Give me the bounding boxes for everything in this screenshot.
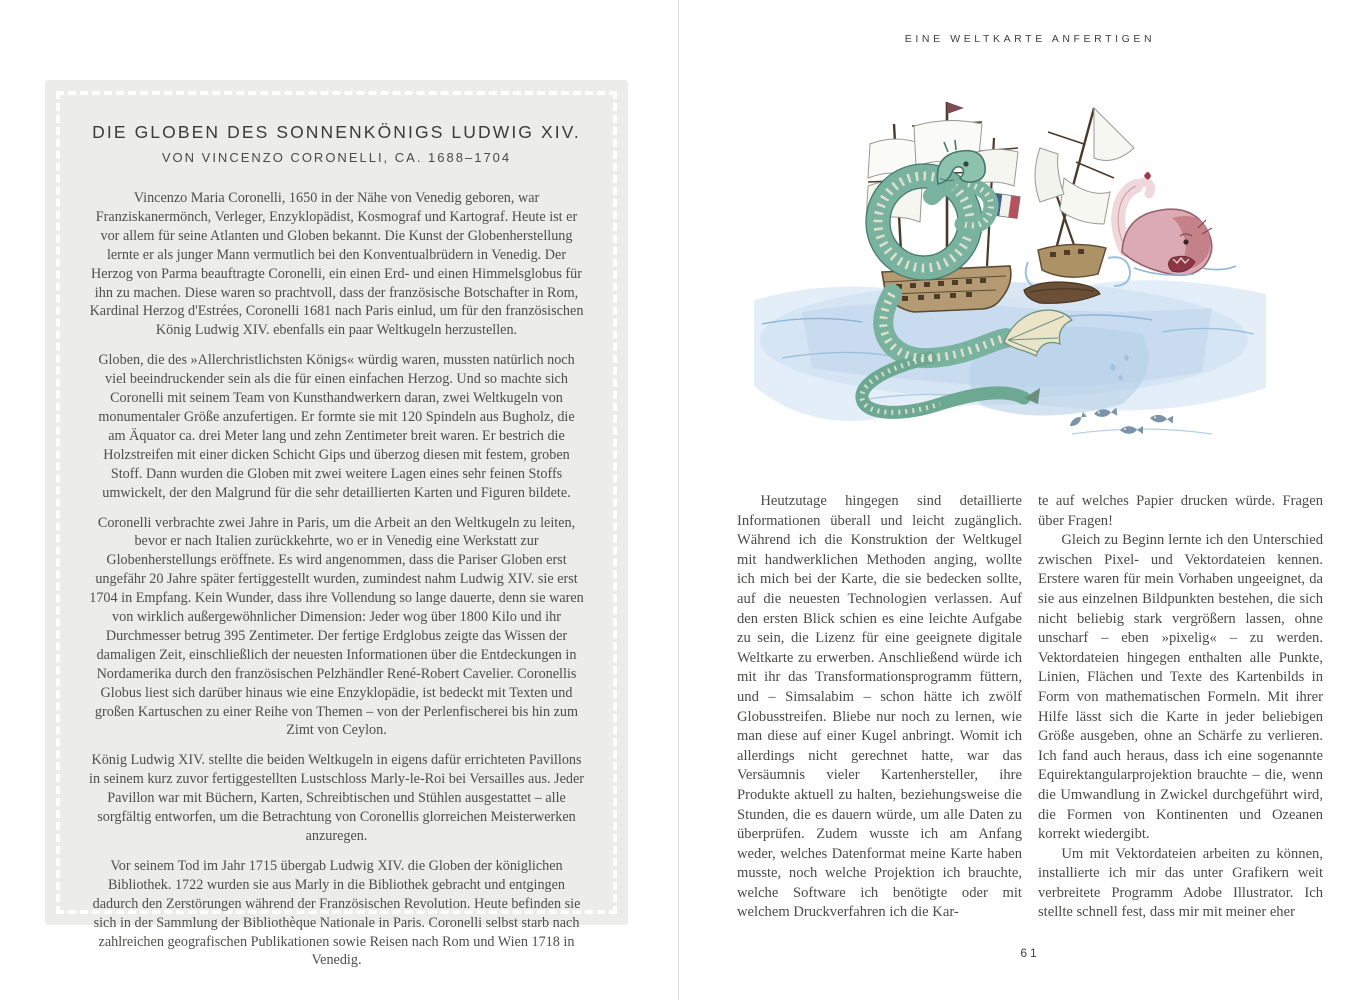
text-column-right bbox=[1038, 492, 1323, 923]
panel-paragraph: Vor seinem Tod im Jahr 1715 übergab Ludwig XIV. die Globen der königlichen Bibliothek. 1722 wurden sie aus Marly in die Bibliothek gebracht und entgingen dadurch den Zerstörungen während der Französischen Revolution. Heute befinden sie sich in der Sammlung der Bibliothèque Nationale in Paris. Coronelli selbst starb nach zahlreichen geografischen Publikationen sowie Reisen nach Rom und Wien 1718 in Venedig. bbox=[92, 857, 581, 969]
essay-panel bbox=[45, 80, 628, 969]
body-paragraph: te auf welches Papier drucken würde. Fragen über Fragen! bbox=[1038, 493, 1323, 529]
panel-paragraph: Globen, die des »Allerchristlichsten Königs« würdig waren, mussten natürlich noch viel beeindruckender sein als die für einen einfachen Herzog. Und so machte sich Coronelli mit seinem Team von Kunsthandwerkern daran, zwei Weltkugeln von monumentaler Größe anzufertigen. Er formte sie mit 120 Spindeln aus Bugholz, die am Äquator ca. drei Meter lang und zehn Zentimeter breit waren. Er bestrich die Holzstreifen mit einer dicken Schicht Gips und überzog diesen mit festem, groben Stoff. Dann wurden die Globen mit zwei weitere Lagen eines sehr feinen Stoffs umwickelt, der den Malgrund für die sehr detaillierten Karten und Figuren bildete. bbox=[98, 352, 575, 501]
sea-monster-illustration bbox=[742, 82, 1266, 482]
panel-paragraph: Vincenzo Maria Coronelli, 1650 in der Nähe von Venedig geboren, war Franziskanermönch, Verleger, Enzyklopädist, Kosmograf und Kartograf. Heute ist er vor allem für seine Atlanten und Globen bekannt. Die Kunst der Globenherstellung lernte er als junger Mann vermutlich bei den Konventualbrüdern in Venedig. Der Herzog von Parma beauftragte Coronelli, ein einen Erd- und einen Himmelsglobus für ihn zu machen. Diese waren so prachtvoll, dass der französische Botschafter in Rom, Kardinal Herzog d'Estrées, Coronelli 1681 nach Paris einlud, um für den französischen König Ludwig XIV. ebenfalls ein paar Weltkugeln herzustellen. bbox=[89, 190, 584, 339]
page-gutter bbox=[678, 0, 679, 1000]
panel-title: DIE GLOBEN DES SONNENKÖNIGS LUDWIG XIV. bbox=[92, 122, 581, 142]
page-number: 61 bbox=[1020, 946, 1040, 960]
panel-paragraph: König Ludwig XIV. stellte die beiden Weltkugeln in eigens dafür errichteten Pavillons in seinem kurz zuvor fertiggestellten Lustschloss Marly-le-Roi bei Versailles aus. Jeder Pavillon war mit Büchern, Karten, Schreibtischen und Stühlen ausgestattet – alle sorgfältig entworfen, um die Betrachtung von Coronellis glorreichen Meisterwerken anzuregen. bbox=[89, 752, 584, 844]
pink-sea-monster bbox=[1118, 172, 1236, 275]
water bbox=[754, 280, 1266, 434]
essay-panel-content bbox=[45, 80, 628, 969]
panel-paragraph: Coronelli verbrachte zwei Jahre in Paris, um die Arbeit an den Weltkugeln zu leiten, bevor er nach Italien zurückkehrte, wo er in Venedig eine Werkstatt zur Globenherstellungs eröffnete. Es wird angenommen, dass die Pariser Globen erst ungefähr 20 Jahre später fertiggestellt wurden, zumindest nahm Ludwig XIV. sie erst 1704 in Empfang. Kein Wunder, dass ihre Vollendung so lange dauerte, denn sie waren von wirklich außergewöhnlicher Dimension: Jeder wog über 1800 Kilo und ihr Durchmesser betrug 395 Zentimeter. Der fertige Erdglobus zeigte das Wissen der damaligen Zeit, einschließlich der neuesten Informationen über die Entdeckungen in Nordamerika durch den französischen Pelzhändler René-Robert Cavelier. Coronellis Globus liest sich darüber hinaus wie eine Enzyklopädie, ist bedeckt mit Texten und großen Kartuschen zu einer Reihe von Themen – von der Perlenfischerei bis hin zum Zimt von Ceylon. bbox=[89, 514, 584, 739]
body-paragraph: Um mit Vektordateien arbeiten zu können, installierte ich mir das unter Grafikern weit verbreitete Programm Adobe Illustrator. Ich stellte schnell fest, dass mir mit meiner eher bbox=[1038, 845, 1323, 921]
text-column-left bbox=[737, 492, 1022, 923]
body-columns bbox=[737, 492, 1323, 923]
panel-subtitle: VON VINCENZO CORONELLI, CA. 1688–1704 bbox=[161, 150, 512, 165]
running-head: EINE WELTKARTE ANFERTIGEN bbox=[904, 33, 1156, 45]
body-paragraph: Gleich zu Beginn lernte ich den Unterschied zwischen Pixel- und Vektordateien kennen. Erstere waren für mein Vorhaben ungeeignet, da sie aus einzelnen Bildpunkten bestehen, die sich nicht beliebig stark vergrößern lassen, ohne unscharf – eben »pixelig« – zu werden. Vektordateien hingegen enthalten alle Punkte, Linien, Flächen und Texte des Kartenbilds in Form von mathematischen Formeln. Mit ihrer Hilfe lässt sich die Karte in jeder beliebigen Größe ausgeben, ohne an Schärfe zu verlieren. Ich fand auch heraus, dass ich eine sogenannte Equirektangularprojektion brauchte – die, wenn die Umwandlung in Zwickel durchgeführt wird, die Formen von Kontinenten und Ozeanen korrekt wiedergibt. bbox=[1038, 532, 1323, 843]
body-paragraph: Heutzutage hingegen sind detaillierte Informationen überall und leicht zugänglich. Während ich die Konstruktion der Weltkugel mit handwerklichen Methoden anging, wollte ich mich bei der Karte, die sie bedecken sollte, auf die neuesten Technologien verlassen. Auf den ersten Blick schien es eine leichte Aufgabe zu sein, die Lizenz für eine geeignete digitale Weltkarte zu erwerben. Anschließend würde ich mit ihr das Transformationsprogramm füttern, und – Simsalabim – schon hätte ich zwölf Globusstreifen. Bliebe nur noch zu lernen, wie man diese auf einer Kugel anbringt. Womit ich allerdings nicht gerechnet hatte, war das Versäumnis vieler Kartenhersteller, ihre Produkte aktuell zu halten, beziehungsweise die Stunden, die es dauern würde, um alle Daten zu überprüfen. Zudem wusste ich am Anfang weder, welches Datenformat meine Karte haben musste, noch welche Projektion ich brauchte, welche Software ich benötigte oder mit welchem Druckverfahren ich die Kar- bbox=[737, 493, 1022, 921]
